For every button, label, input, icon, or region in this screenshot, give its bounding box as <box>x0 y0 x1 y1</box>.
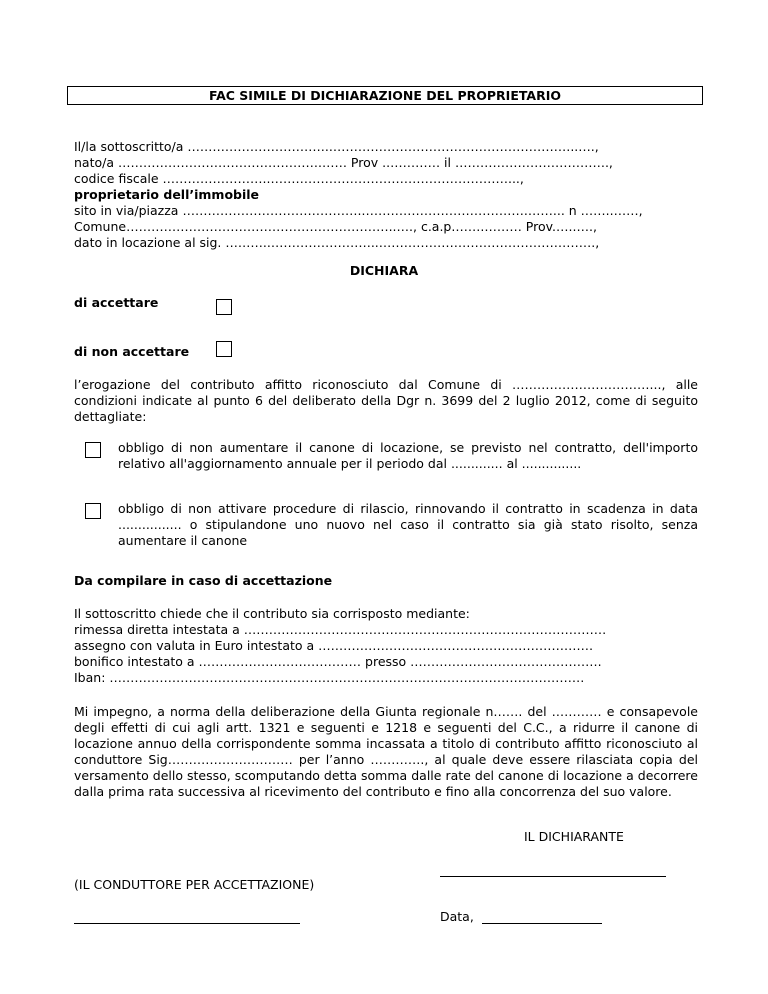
obligation-1-text: obbligo di non aumentare il canone di locazione, se previsto nel contratto, dell'importo relativo all'aggiornamento annuale per il periodo dal ............. al ............... <box>118 440 698 471</box>
accept-checkbox[interactable] <box>216 299 232 315</box>
payment-intro: Il sottoscritto chiede che il contributo sia corrisposto mediante: <box>74 606 470 621</box>
obligation-1-checkbox[interactable] <box>85 442 101 458</box>
tenant-signature-line[interactable] <box>74 923 300 924</box>
owner-name-line: Il/la sottoscritto/a ……………………………..…………………………………………………..…., <box>74 139 599 154</box>
obligation-2-checkbox[interactable] <box>85 503 101 519</box>
acceptance-heading: Da compilare in caso di accettazione <box>74 573 333 588</box>
declarant-signature-line[interactable] <box>440 876 666 877</box>
payment-cheque-line: assegno con valuta in Euro intestato a ………………………………………………………… <box>74 638 594 653</box>
tenant-label: (IL CONDUTTORE PER ACCETTAZIONE) <box>74 877 315 892</box>
address-line: sito in via/piazza …………………………………….………………………………….……... n ……..……, <box>74 203 643 218</box>
municipality-line: Comune………………………………………………………..…., c.a.p.…….……… Prov.…..…., <box>74 219 597 234</box>
tenant-line: dato in locazione al sig. ………..……………………..……………………………………………., <box>74 235 600 250</box>
birth-line: nato/a ………………………………………….…… Prov ..………… il ………………………………., <box>74 155 613 170</box>
dichiara-heading: DICHIARA <box>349 263 419 278</box>
payment-direct-line: rimessa diretta intestata a …………………………………………………………………………… <box>74 622 607 637</box>
erogazione-paragraph: l’erogazione del contributo affitto riconosciuto dal Comune di ……………………………..., alle condizioni indicate al punto 6 del deliberato della Dgr n. 3699 del 2 luglio 2012, come di seguito dettagliate: <box>74 377 698 424</box>
tax-code-line: codice fiscale ……………………..…………………………………………………..., <box>74 171 524 186</box>
obligation-2-text: obbligo di non attivare procedure di rilascio, rinnovando il contratto in scadenza in data ................ o stipulandone uno nuovo nel caso il contratto sia già stato risolto, senza aumentare il canone <box>118 501 698 548</box>
reject-checkbox[interactable] <box>216 341 232 357</box>
date-field-line[interactable] <box>482 923 602 924</box>
commitment-paragraph: Mi impegno, a norma della deliberazione della Giunta regionale n……. del ………… e consapevole degli effetti di cui agli artt. 1321 e seguenti e 1218 e seguenti del C.C., a ridurre il canone di locazione annuo della corrispondente somma incassata a titolo di contributo affitto riconosciuto al conduttore Sig………………………… per l’anno …………., al quale deve essere rilasciata copia del versamento dello stesso, scomputando detta somma dalle rate del canone di locazione a decorrere dalla prima rata successiva al ricevimento del contributo e fino alla concorrenza del suo valore. <box>74 704 698 799</box>
reject-label: di non accettare <box>74 344 190 359</box>
property-owner-heading: proprietario dell’immobile <box>74 187 260 202</box>
accept-label: di accettare <box>74 295 159 310</box>
iban-line: Iban: …………………………………………………………………………………………………… <box>74 670 585 685</box>
payment-transfer-line: bonifico intestato a ………………………………… presso ………………………………………. <box>74 654 602 669</box>
date-label: Data, <box>440 909 474 924</box>
declarant-label: IL DICHIARANTE <box>524 829 624 844</box>
document-title: FAC SIMILE DI DICHIARAZIONE DEL PROPRIETARIO <box>67 86 703 105</box>
